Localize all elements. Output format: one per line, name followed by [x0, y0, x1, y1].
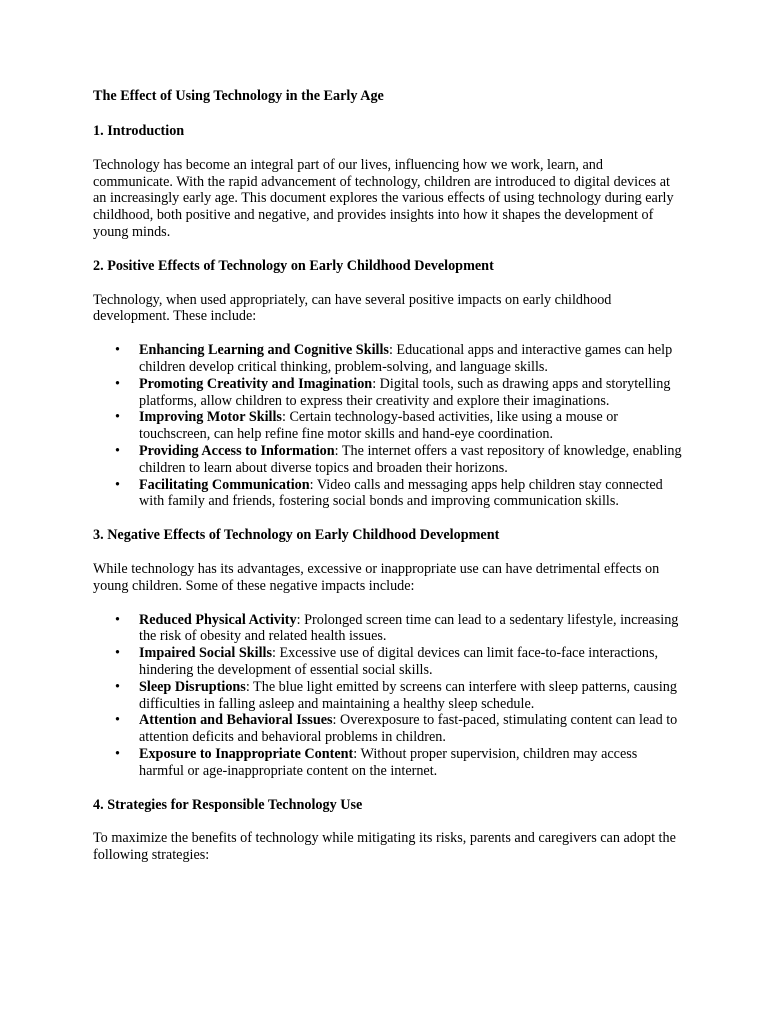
list-item: [93, 746, 683, 780]
intro-paragraph: Technology has become an integral part of our lives, influencing how we work, learn, and communicate. With the rapid advancement of technology, children are introduced to digital devices at an increasingly early age. This document explores the various effects of using technology during early childhood, both positive and negative, and provides insights into how it shapes the development of young minds.: [93, 156, 674, 240]
positive-heading: 2. Positive Effects of Technology on Early Childhood Development: [93, 257, 494, 274]
list-item-term: Improving Motor Skills: [139, 409, 282, 426]
bullet-glyph: •: [115, 342, 120, 359]
list-item-text: : Prolonged screen time can lead to a sedentary lifestyle, increasing the risk of obesity and related health issues.: [139, 611, 679, 645]
list-item-term: Reduced Physical Activity: [139, 611, 297, 628]
strategies-heading: 4. Strategies for Responsible Technology Use: [93, 796, 363, 813]
list-item: [93, 342, 683, 376]
bullet-glyph: •: [115, 375, 120, 392]
list-item-text: : Educational apps and interactive games can help children develop critical thinking, problem-solving, and language skills.: [139, 342, 673, 375]
list-item: [93, 712, 683, 746]
bullet-glyph: •: [115, 712, 120, 729]
list-item-term: Sleep Disruptions: [139, 678, 246, 695]
document-title: The Effect of Using Technology in the Early Age: [93, 88, 384, 104]
list-item-term: Attention and Behavioral Issues: [139, 712, 333, 729]
list-item-term: Facilitating Communication: [139, 476, 310, 493]
bullet-glyph: •: [115, 745, 120, 762]
list-item-term: Impaired Social Skills: [139, 645, 272, 662]
list-item-text: : The blue light emitted by screens can interfere with sleep patterns, causing difficulties in falling asleep and maintaining a healthy sleep schedule.: [139, 678, 677, 712]
bullet-glyph: •: [115, 442, 120, 459]
negative-heading: 3. Negative Effects of Technology on Early Childhood Development: [93, 527, 500, 544]
list-item-term: Exposure to Inappropriate Content: [139, 745, 354, 762]
list-item: [93, 376, 683, 410]
list-item-term: Enhancing Learning and Cognitive Skills: [139, 342, 389, 359]
list-item-text: : Digital tools, such as drawing apps and storytelling platforms, allow children to express their creativity and explore their imaginations.: [139, 375, 671, 409]
list-item: [93, 612, 683, 646]
list-item-text: : Without proper supervision, children may access harmful or age-inappropriate content on the internet.: [139, 745, 638, 779]
negative-effects-list: [93, 612, 683, 780]
list-item-text: : Overexposure to fast-paced, stimulating content can lead to attention deficits and behavioral problems in children.: [139, 712, 678, 746]
bullet-glyph: •: [115, 409, 120, 426]
list-item-text: : Certain technology-based activities, like using a mouse or touchscreen, can help refine fine motor skills and hand-eye coordination.: [139, 409, 619, 443]
list-item-text: : Excessive use of digital devices can limit face-to-face interactions, hindering the development of essential social skills.: [139, 645, 659, 678]
bullet-glyph: •: [115, 645, 120, 662]
list-item: [93, 443, 683, 477]
list-item-text: : Video calls and messaging apps help children stay connected with family and friends, fostering social bonds and improving communication skills.: [139, 476, 663, 510]
intro-heading: 1. Introduction: [93, 123, 185, 139]
bullet-glyph: •: [115, 611, 120, 628]
list-item: [93, 409, 683, 443]
document-page: [93, 88, 683, 864]
list-item: [93, 679, 683, 713]
bullet-glyph: •: [115, 476, 120, 493]
list-item: [93, 477, 683, 511]
positive-intro-paragraph: Technology, when used appropriately, can have several positive impacts on early childhood development. These include:: [93, 291, 612, 325]
list-item-term: Providing Access to Information: [139, 442, 335, 459]
list-item: [93, 645, 683, 679]
list-item-text: : The internet offers a vast repository of knowledge, enabling children to learn about diverse topics and broaden their horizons.: [139, 442, 682, 476]
list-item-term: Promoting Creativity and Imagination: [139, 375, 373, 392]
bullet-glyph: •: [115, 678, 120, 695]
strategies-intro-paragraph: To maximize the benefits of technology while mitigating its risks, parents and caregivers can adopt the following strategies:: [93, 830, 676, 864]
negative-intro-paragraph: While technology has its advantages, excessive or inappropriate use can have detrimental effects on young children. Some of these negative impacts include:: [93, 560, 660, 594]
positive-effects-list: [93, 342, 683, 510]
